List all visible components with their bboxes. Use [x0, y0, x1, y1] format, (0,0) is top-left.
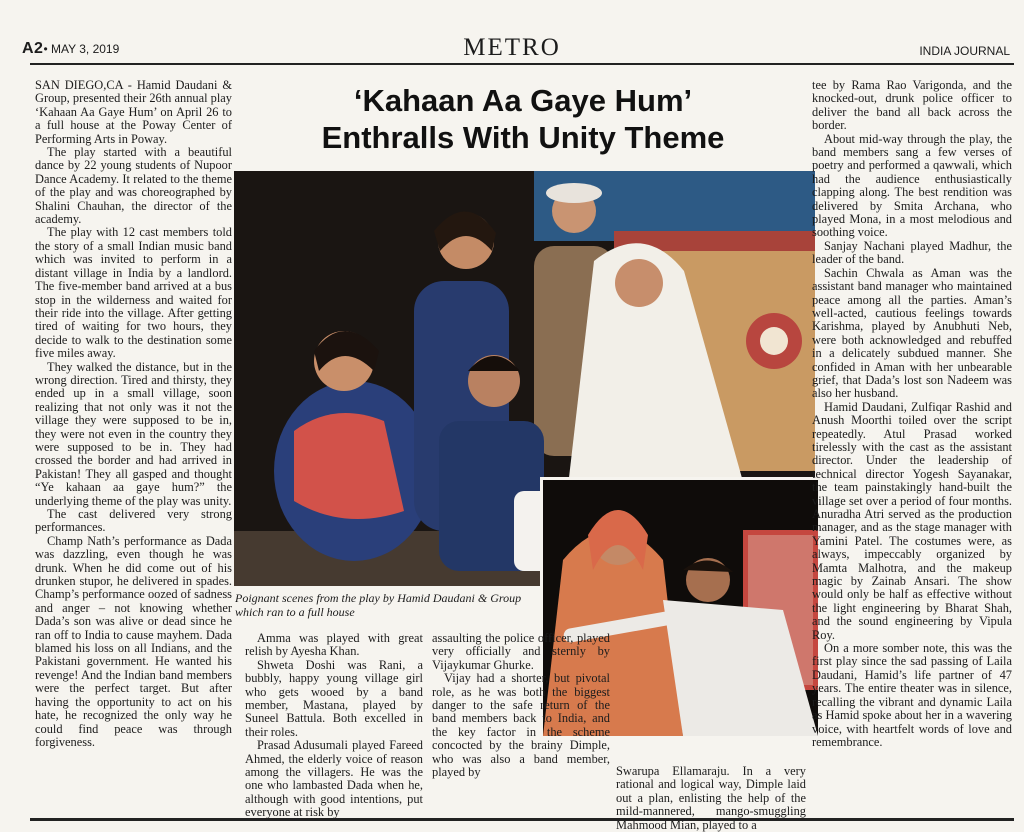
paragraph: SAN DIEGO,CA - Hamid Daudani & Group, presented their 26th annual play ‘Kahaan Aa Gaye Hum’ on April 26 to a full house at the Poway Center of Performing Arts in Poway.: [35, 78, 232, 146]
paragraph: On a more somber note, this was the first play since the sad passing of Laila Daudani, Hamid’s life partner of 47 years. The entire theater was in silence, recalling the vibrant and dynamic Laila as Hamid spoke about her in a wavering voice, with heartfelt words of love and remembrance.: [812, 641, 1012, 749]
photo-caption: Poignant scenes from the play by Hamid Daudani & Group which ran to a full house: [235, 591, 522, 619]
paragraph: The cast delivered very strong performances.: [35, 507, 232, 535]
headline: [238, 82, 808, 156]
page-folio: [22, 40, 119, 58]
paragraph: They walked the distance, but in the wrong direction. Tired and thirsty, they ended up in a small village, soon realizing that not only was it not the village they were supposed to be in, they were not even in the country they were supposed to be in. They had crossed the border and had arrived in Pakistan! They all gasped and thought “Ye kahaan aa gaye hum?” the underlying theme of the play was unity.: [35, 359, 232, 508]
publication-name: INDIA JOURNAL: [919, 44, 1010, 58]
article-column-4: [616, 764, 806, 832]
section-name: METRO: [463, 34, 561, 61]
issue-date: MAY 3, 2019: [51, 42, 120, 56]
header-rule: [30, 63, 1014, 65]
paragraph: The play with 12 cast members told the story of a small Indian music band which was invited to perform in a distant village in India by a landlord. The five-member band arrived at a bus stop in the wilderness and waited for their ride into the village. After getting tired of waiting for two hours, they decide to walk to the destination some five miles away.: [35, 225, 232, 361]
article-column-1: [35, 79, 232, 814]
paragraph: assaulting the police officer, played very officially and sternly by Vijaykumar Ghurke.: [432, 631, 610, 672]
paragraph: Prasad Adusumali played Fareed Ahmed, the elderly voice of reason among the villagers. He was the one who lambasted Dada when he, although with good intentions, put everyone at risk by: [245, 738, 423, 820]
footer-rule: [30, 818, 1014, 821]
paragraph: About mid-way through the play, the band members sang a few verses of poetry and performed a qawwali, which had the audience enthusiastically clapping along. The best rendition was delivered by Smita Archana, who played Mona, in a most melodious and soothing voice.: [812, 131, 1012, 240]
headline-line-1: ‘Kahaan Aa Gaye Hum’: [353, 83, 693, 118]
article-column-3: [432, 631, 610, 780]
paragraph: tee by Rama Rao Varigonda, and the knocked-out, drunk police officer to deliver the band all back across the border.: [812, 78, 1012, 133]
headline-line-2: Enthralls With Unity Theme: [321, 120, 725, 155]
paragraph: Amma was played with great relish by Ayesha Khan.: [245, 631, 423, 659]
paragraph: Sanjay Nachani played Madhur, the leader of the band.: [812, 238, 1012, 267]
page-number: A2: [22, 40, 44, 57]
article-column-5: [812, 79, 1012, 814]
paragraph: Champ Nath’s performance as Dada was dazzling, even though he was drunk. When he did come out of his drunken stupor, he delivered in spades. Champ’s performance oozed of sadness and anger – not knowing whether Dada’s son was alive or dead since he ran off to India to cause mayhem. Dada blamed his loss on all Indians, and the Pakistani government. He wanted his revenge! And the Indian band members were the perfect target. But after having the opportunity to act on his hate, he recognized the only way he could find peace was through forgiveness.: [35, 533, 232, 749]
paragraph: Vijay had a shorter, but pivotal role, as he was both the biggest danger to the safe return of the band members back to India, and the key factor in the scheme concocted by the brainy Dimple, who was also a band member, played by: [432, 671, 610, 780]
paragraph: The play started with a beautiful dance by 22 young students of Nupoor Dance Academy. It related to the theme of the play and was choreographed by Shalini Chauhan, the director of the academy.: [35, 145, 232, 227]
article-column-2: [245, 631, 423, 820]
paragraph: Shweta Doshi was Rani, a bubbly, happy young village girl who gets wooed by a band member, Mastana, played by Suneel Battula. Both excelled in their roles.: [245, 657, 423, 739]
paragraph: Hamid Daudani, Zulfiqar Rashid and Anush Moorthi toiled over the script repeatedly. Atul Prasad worked tirelessly with the cast as the assistant director. Under the leadership of technical director Yogesh Sayanakar, the team painstakingly hand-built the village set over a period of four months. Anuradha Atri served as the production manager, and as the stage manager with Yamini Patel. The costumes were, as always, impeccably organized by Mamta Malhotra, and the makeup magic by Zainab Ansari. The show would only be half as effective without the light engineering by Bharat Shah, and the sound engineering by Vipula Roy.: [812, 399, 1012, 642]
paragraph: Swarupa Ellamaraju. In a very rational and logical way, Dimple laid out a plan, enlisting the help of the mild-mannered, mango-smuggling Mahmood Mian, played to a: [616, 764, 806, 832]
paragraph: Sachin Chwala as Aman was the assistant band manager who maintained peace among all the parties. Aman’s well-acted, cautious feelings towards Karishma, played by Anubhuti Neb, were both acknowledged and rebuffed in a delicately subdued manner. She confided in Aman with her unbearable grief, that Dada’s lost son Nadeem was also her husband.: [812, 265, 1012, 401]
folio-bullet: •: [43, 42, 51, 56]
